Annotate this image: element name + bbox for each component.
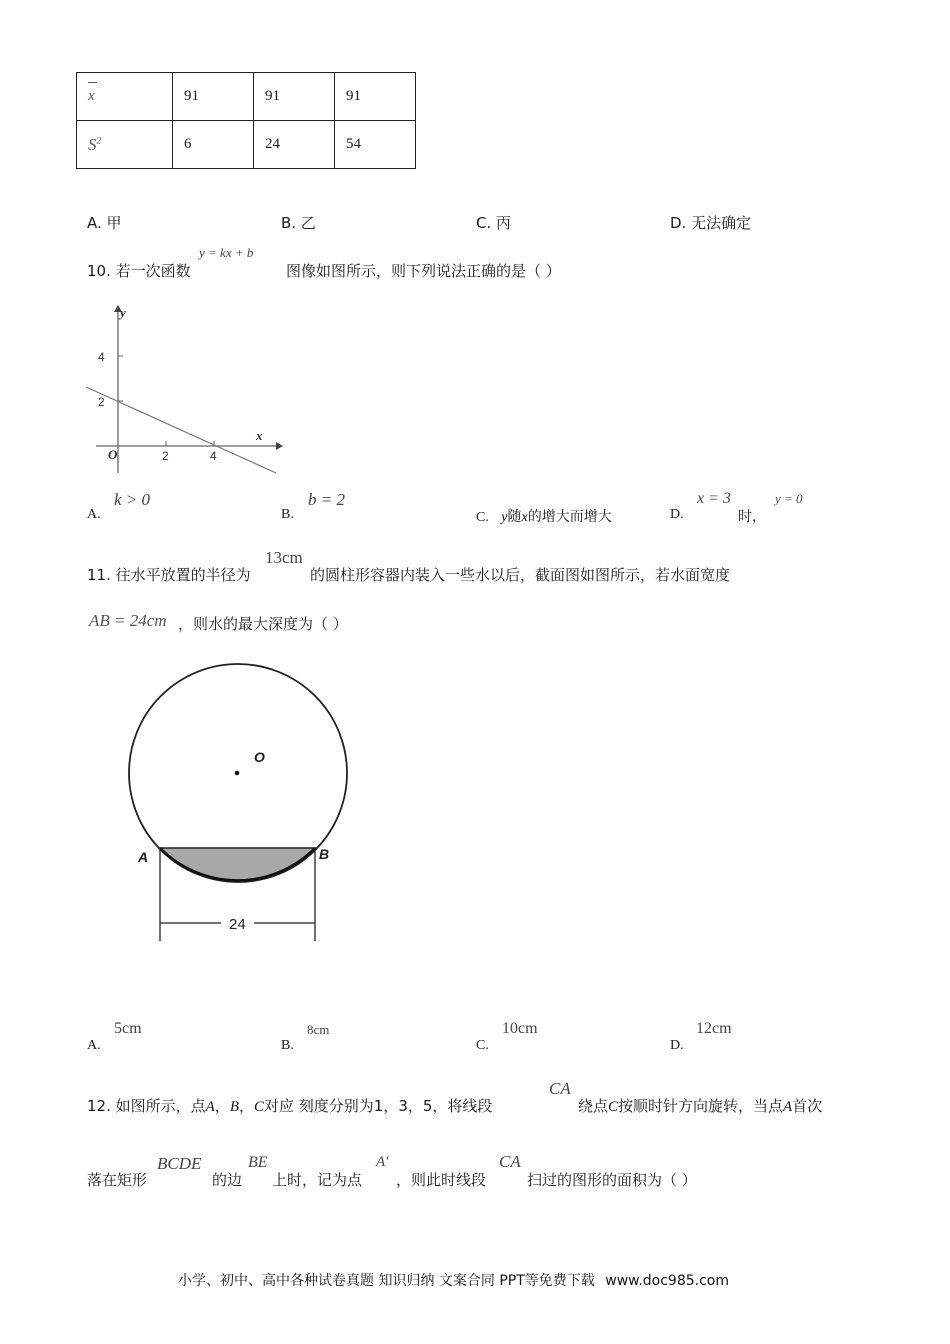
q9-option-c: C. 丙 xyxy=(476,214,512,232)
q11-option-c-value: 10cm xyxy=(502,1020,538,1037)
stem-text: 绕点 xyxy=(578,1097,609,1115)
q10-stem-suffix: 图像如图所示，则下列说法正确的是（ ） xyxy=(286,262,561,280)
stem-text: 首次 xyxy=(792,1097,823,1115)
mean-label-cell xyxy=(77,73,173,121)
stem-text: 12. 如图所示，点 xyxy=(87,1097,206,1115)
table-cell: 54 xyxy=(335,121,416,169)
point-a: A xyxy=(783,1099,793,1115)
table-cell: 6 xyxy=(173,121,254,169)
q9-option-b: B. 乙 xyxy=(281,214,316,232)
point-a-prime: A′ xyxy=(376,1154,389,1170)
q10-option-c xyxy=(476,506,612,526)
mean-symbol: x xyxy=(88,88,95,105)
point-b-label: B xyxy=(319,846,330,862)
option-text: 随 xyxy=(507,509,522,525)
q11-option-a-value: 5cm xyxy=(114,1020,142,1037)
table-row xyxy=(77,73,416,121)
origin-label: O xyxy=(108,447,118,462)
q10-option-b-math: b = 2 xyxy=(308,490,345,509)
q9-option-a: A. 甲 xyxy=(87,214,122,232)
center-point xyxy=(235,771,240,776)
var-y: y xyxy=(501,510,508,525)
water-segment xyxy=(160,848,315,880)
q12-line2-end: 扫过的图形的面积为（ ） xyxy=(527,1171,697,1189)
table-cell: 91 xyxy=(173,73,254,121)
y-tick-label: 2 xyxy=(98,395,105,409)
x-tick-label: 4 xyxy=(210,449,217,463)
x-tick-label: 2 xyxy=(162,449,169,463)
segment-ca: CA xyxy=(549,1079,571,1098)
q10-option-b-letter: B. xyxy=(281,507,294,522)
point-c: C xyxy=(608,1099,619,1115)
q10-option-d-math1: x = 3 xyxy=(697,490,731,507)
q9-option-d: D. 无法确定 xyxy=(670,214,752,232)
q11-option-d-letter: D. xyxy=(670,1038,684,1053)
var-x: x xyxy=(521,510,528,525)
q12-line2-text: 的边 xyxy=(212,1171,243,1189)
q12-line2-start: 落在矩形 xyxy=(87,1171,148,1189)
q10-formula: y = kx + b xyxy=(199,245,254,260)
q12-line2-text: 上时，记为点 xyxy=(272,1171,363,1189)
point-c: C xyxy=(254,1099,265,1115)
q11-stem-suffix: 的圆柱形容器内装入一些水以后，截面图如图所示，若水面宽度 xyxy=(310,566,731,584)
q10-option-a-letter: A. xyxy=(87,507,101,522)
stem-text: ， xyxy=(214,1097,230,1115)
q11-circle-figure xyxy=(120,655,360,955)
q10-option-d-letter: D. xyxy=(670,507,684,522)
option-text: 的增大而增大 xyxy=(527,509,612,525)
variance-label-cell xyxy=(77,121,173,169)
stem-text: ， xyxy=(238,1097,254,1115)
q11-option-a-letter: A. xyxy=(87,1038,101,1053)
q11-radius: 13cm xyxy=(265,548,303,567)
rectangle-bcde: BCDE xyxy=(157,1154,202,1173)
q12-line2-text: ，则此时线段 xyxy=(396,1171,487,1189)
q11-stem-prefix: 11. 往水平放置的半径为 xyxy=(87,566,251,584)
q11-width-math: AB = 24cm xyxy=(89,611,167,630)
footer-text: 小学、初中、高中各种试卷真题 知识归纳 文案合同 PPT等免费下载 xyxy=(178,1273,595,1289)
point-a-label: A xyxy=(138,849,149,865)
q12-stem-line1b xyxy=(578,1095,822,1116)
x-axis-label: x xyxy=(256,428,263,443)
y-axis-label: y xyxy=(120,305,126,320)
variance-symbol: $S^2$ xyxy=(88,134,101,154)
stem-text: 对应 刻度分别为1，3，5，将线段 xyxy=(264,1097,493,1115)
option-letter: C. xyxy=(476,510,489,525)
q10-option-a-math: k > 0 xyxy=(114,490,151,509)
q12-stem-line1 xyxy=(87,1095,492,1116)
segment-ca: CA xyxy=(499,1152,521,1171)
y-tick-label: 4 xyxy=(98,350,105,364)
q11-option-b-value: 8cm xyxy=(307,1022,330,1037)
x-axis-arrow xyxy=(276,442,283,450)
q10-stem-prefix: 10. 若一次函数 xyxy=(87,262,191,280)
table-cell: 24 xyxy=(254,121,335,169)
q10-line-graph xyxy=(80,298,285,483)
q10-option-d-text: 时， xyxy=(738,509,766,525)
point-b: B xyxy=(229,1099,239,1115)
q10-option-d-math2: y = 0 xyxy=(775,491,803,506)
stats-table xyxy=(76,72,416,169)
q11-question-end: ，则水的最大深度为（ ） xyxy=(178,615,348,633)
footer-link[interactable]: www.doc985.com xyxy=(605,1273,729,1289)
page-footer xyxy=(178,1270,729,1290)
stem-text: 按顺时针方向旋转，当点 xyxy=(618,1097,784,1115)
table-cell: 91 xyxy=(335,73,416,121)
center-label: O xyxy=(254,749,265,765)
point-a: A xyxy=(205,1099,215,1115)
q11-option-b-letter: B. xyxy=(281,1038,294,1053)
edge-be: BE xyxy=(248,1154,268,1171)
table-cell: 91 xyxy=(254,73,335,121)
table-row xyxy=(77,121,416,169)
q11-option-c-letter: C. xyxy=(476,1038,489,1053)
q11-option-d-value: 12cm xyxy=(696,1020,732,1037)
width-label: 24 xyxy=(229,916,246,933)
